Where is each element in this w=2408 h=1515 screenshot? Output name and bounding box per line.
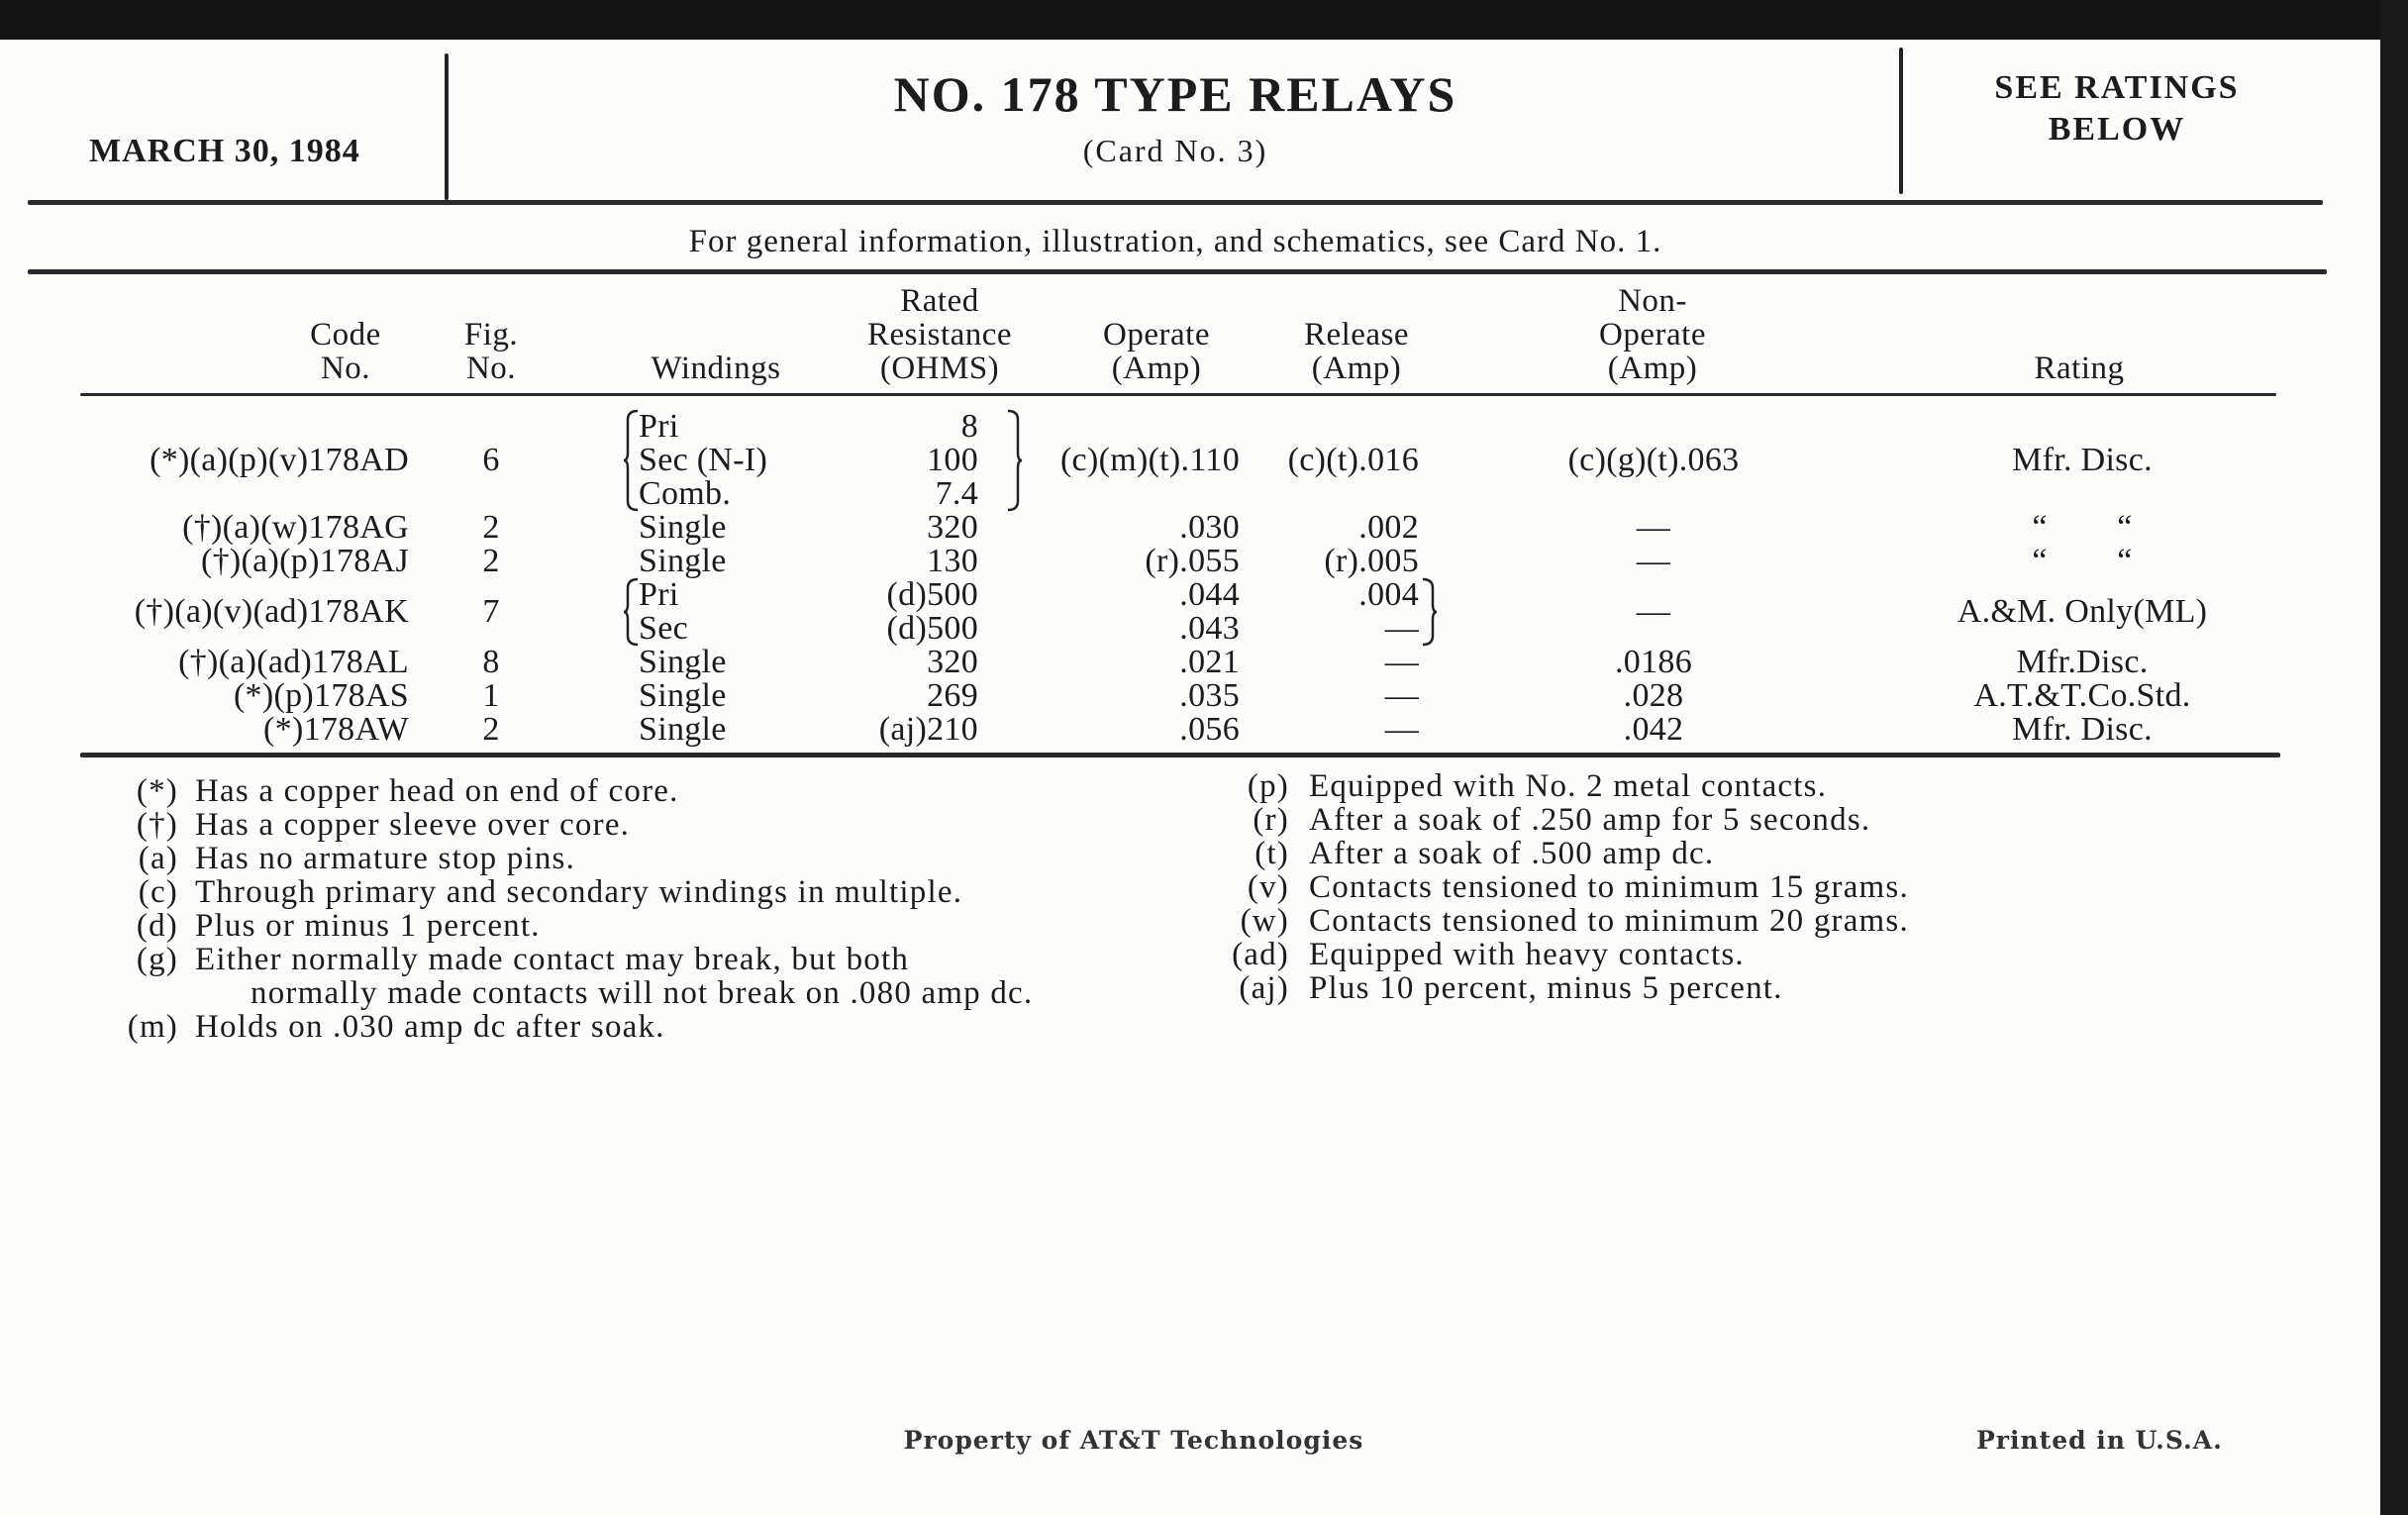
info-rule <box>28 269 2327 274</box>
footnote-label: (w) <box>1240 903 1289 939</box>
footnote-text: Has a copper sleeve over core. <box>195 807 631 843</box>
relay-code: (*)(a)(p)(v)178AD <box>150 442 409 478</box>
operate-current: (c)(m)(t).110 <box>1059 442 1240 478</box>
relay-code: (†)(a)(v)(ad)178AK <box>134 593 409 630</box>
footnote-label: (a) <box>138 841 178 876</box>
winding-name: Single <box>639 509 727 546</box>
footnote-text: Holds on .030 amp dc after soak. <box>195 1009 665 1045</box>
column-header-release: (Amp) <box>1311 351 1402 386</box>
brace-icon <box>1423 578 1437 646</box>
rated-resistance: 7.4 <box>935 475 978 512</box>
operate-current: .044 <box>1179 576 1240 613</box>
rated-resistance: 8 <box>960 408 978 445</box>
brace-icon <box>624 410 638 511</box>
scan-border-right <box>2380 0 2408 1515</box>
non-operate-current: .042 <box>1623 711 1684 748</box>
footnote-text: Plus 10 percent, minus 5 percent. <box>1309 970 1783 1006</box>
footnote-text: Contacts tensioned to minimum 15 grams. <box>1309 869 1909 905</box>
fig-number: 2 <box>482 711 500 748</box>
operate-current: .035 <box>1179 677 1240 714</box>
relay-code: (*)(p)178AS <box>233 677 409 714</box>
scan-border-top <box>0 0 2408 40</box>
column-header-code: Code <box>310 317 381 353</box>
rated-resistance: 269 <box>927 677 978 714</box>
relay-code: (†)(a)(p)178AJ <box>200 543 409 579</box>
column-header-non-operate: (Amp) <box>1607 351 1698 386</box>
fig-number: 6 <box>482 442 500 478</box>
column-header-resistance: Rated <box>900 283 979 319</box>
winding-name: Sec (N-I) <box>639 442 768 478</box>
page-title: NO. 178 TYPE RELAYS <box>893 66 1457 122</box>
ratings-note <box>1994 67 2239 151</box>
ratings-note-line1: SEE RATINGS <box>1994 69 2240 106</box>
release-current: — <box>1384 711 1419 748</box>
operate-current: .043 <box>1179 610 1240 647</box>
operate-current: .056 <box>1179 711 1240 748</box>
fig-number: 2 <box>482 543 500 579</box>
rating: “ “ <box>2032 509 2133 546</box>
rated-resistance: (d)500 <box>886 610 978 647</box>
column-header-fig: Fig. <box>463 317 519 353</box>
release-current: (r).005 <box>1324 543 1419 579</box>
column-header-release: Release <box>1303 317 1410 353</box>
winding-name: Comb. <box>639 475 732 512</box>
table-header-rule <box>80 393 2276 396</box>
ratings-note-line2: BELOW <box>2048 111 2186 148</box>
fig-number: 1 <box>482 677 500 714</box>
winding-name: Single <box>639 644 727 680</box>
printed-notice: Printed in U.S.A. <box>1976 1426 2223 1455</box>
non-operate-current: — <box>1636 509 1671 546</box>
footnote-text: Equipped with No. 2 metal contacts. <box>1309 768 1828 804</box>
relay-code: (*)178AW <box>263 711 409 748</box>
table-bottom-rule <box>80 753 2280 758</box>
footnote-text: After a soak of .500 amp dc. <box>1309 836 1715 871</box>
footnote-text: Equipped with heavy contacts. <box>1309 937 1745 972</box>
header-divider-right <box>1899 48 1903 194</box>
brace-icon <box>1008 410 1022 511</box>
column-header-rating: Rating <box>2034 351 2125 386</box>
footnote-text: Plus or minus 1 percent. <box>195 908 541 944</box>
release-current: — <box>1384 644 1419 680</box>
release-current: .002 <box>1358 509 1419 546</box>
winding-name: Single <box>639 711 727 748</box>
operate-current: .030 <box>1179 509 1240 546</box>
winding-name: Pri <box>639 408 679 445</box>
header-rule <box>28 200 2323 205</box>
footnote-label: (†) <box>136 807 178 843</box>
footnote-text: Either normally made contact may break, but both <box>195 942 910 977</box>
column-header-resistance: Resistance <box>866 317 1013 353</box>
footnote-label: (r) <box>1253 802 1289 838</box>
footnote-label: (c) <box>138 874 178 910</box>
release-current: — <box>1384 610 1419 647</box>
fig-number: 7 <box>482 593 500 630</box>
general-info-note: For general information, illustration, and schematics, see Card No. 1. <box>688 224 1662 259</box>
relay-code: (†)(a)(w)178AG <box>182 509 409 546</box>
non-operate-current: .028 <box>1623 677 1684 714</box>
non-operate-current: — <box>1636 543 1671 579</box>
header-divider-left <box>445 53 449 200</box>
footnote-text: normally made contacts will not break on .080 amp dc. <box>251 975 1034 1011</box>
rated-resistance: (d)500 <box>886 576 978 613</box>
release-current: .004 <box>1358 576 1419 613</box>
footnote-label: (t) <box>1254 836 1289 871</box>
rated-resistance: 320 <box>927 509 978 546</box>
winding-name: Sec <box>639 610 688 647</box>
release-current: (c)(t).016 <box>1287 442 1419 478</box>
footnote-text: Through primary and secondary windings in multiple. <box>195 874 963 910</box>
footnote-label: (g) <box>136 942 178 977</box>
footnote-text: After a soak of .250 amp for 5 seconds. <box>1309 802 1871 838</box>
rated-resistance: 100 <box>927 442 978 478</box>
winding-name: Single <box>639 677 727 714</box>
release-current: — <box>1384 677 1419 714</box>
winding-name: Single <box>639 543 727 579</box>
column-header-resistance: (OHMS) <box>879 351 1000 386</box>
column-header-non-operate: Operate <box>1599 317 1706 353</box>
operate-current: (r).055 <box>1145 543 1240 579</box>
brace-icon <box>624 578 638 646</box>
property-notice: Property of AT&T Technologies <box>903 1426 1364 1455</box>
column-header-windings: Windings <box>651 351 781 386</box>
footnote-label: (d) <box>136 908 178 944</box>
footnote-label: (v) <box>1247 869 1289 905</box>
footnote-text: Contacts tensioned to minimum 20 grams. <box>1309 903 1909 939</box>
rated-resistance: 130 <box>927 543 978 579</box>
column-header-non-operate: Non- <box>1618 283 1687 319</box>
rating: Mfr. Disc. <box>2012 442 2153 478</box>
column-header-code: No. <box>320 351 371 386</box>
rating: Mfr.Disc. <box>2016 644 2149 680</box>
footnote-text: Has a copper head on end of core. <box>195 773 679 809</box>
relay-code: (†)(a)(ad)178AL <box>178 644 409 680</box>
non-operate-current: (c)(g)(t).063 <box>1567 442 1740 478</box>
rating: A.T.&T.Co.Std. <box>1973 677 2191 714</box>
fig-number: 8 <box>482 644 500 680</box>
footnote-text: Has no armature stop pins. <box>195 841 576 876</box>
footnote-label: (p) <box>1247 768 1289 804</box>
non-operate-current: .0186 <box>1615 644 1692 680</box>
footnote-label: (m) <box>127 1009 178 1045</box>
card-number: (Card No. 3) <box>1082 133 1268 168</box>
card-date: MARCH 30, 1984 <box>89 133 360 169</box>
rated-resistance: 320 <box>927 644 978 680</box>
column-header-operate: (Amp) <box>1111 351 1202 386</box>
footnote-label: (ad) <box>1232 937 1289 972</box>
fig-number: 2 <box>482 509 500 546</box>
winding-name: Pri <box>639 576 679 613</box>
non-operate-current: — <box>1636 593 1671 630</box>
footnote-label: (*) <box>136 773 178 809</box>
column-header-fig: No. <box>465 351 517 386</box>
rating: “ “ <box>2032 543 2133 579</box>
column-header-operate: Operate <box>1103 317 1210 353</box>
rating: A.&M. Only(ML) <box>1956 593 2208 630</box>
rating: Mfr. Disc. <box>2012 711 2153 748</box>
footnote-label: (aj) <box>1239 970 1289 1006</box>
rated-resistance: (aj)210 <box>878 711 978 748</box>
operate-current: .021 <box>1179 644 1240 680</box>
